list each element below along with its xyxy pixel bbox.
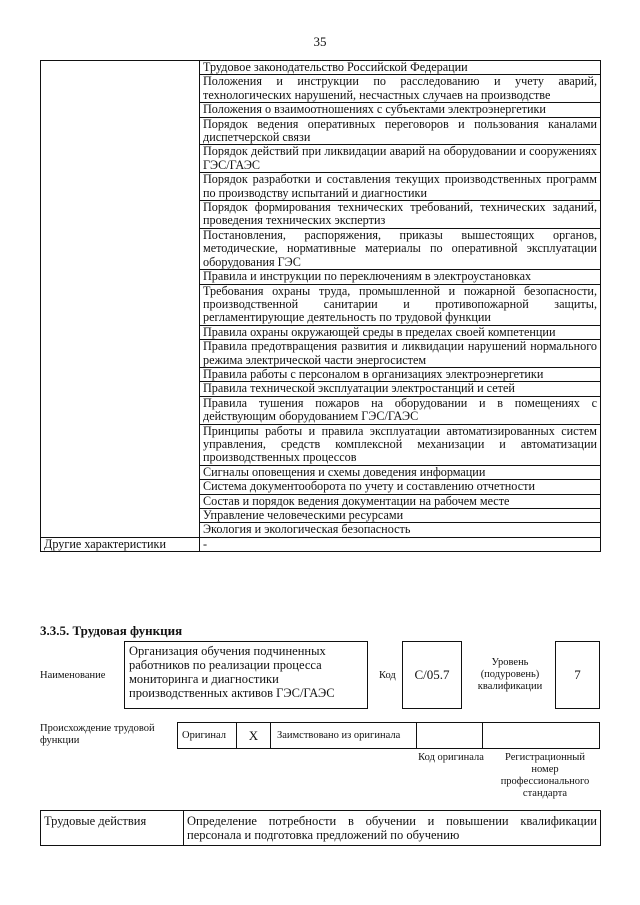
knowledge-label-cell	[41, 75, 200, 103]
table-row	[41, 523, 601, 537]
knowledge-label-cell	[41, 103, 200, 117]
knowledge-item: Управление человеческими ресурсами	[200, 509, 601, 523]
code-value: C/05.7	[414, 667, 450, 682]
knowledge-label-cell	[41, 173, 200, 201]
name-label: Наименование	[40, 670, 106, 681]
reg-caption: Регистрационный номер профессионального стандарта	[500, 752, 590, 799]
knowledge-item: Система документооборота по учету и составлению отчетности	[200, 480, 601, 494]
knowledge-item: Правила и инструкции по переключениям в электроустановках	[200, 270, 601, 284]
knowledge-label-cell	[41, 340, 200, 368]
original-label: Оригинал	[182, 730, 226, 741]
knowledge-item: Правила тушения пожаров на оборудовании и в помещениях с действующим оборудованием ГЭС/ГАЭС	[200, 396, 601, 424]
knowledge-label-cell	[41, 396, 200, 424]
knowledge-item: Принципы работы и правила эксплуатации автоматизированных систем управления, средств комплексной механизации и автоматизации производственных процессов	[200, 424, 601, 465]
knowledge-label-cell	[41, 201, 200, 229]
table-row	[41, 270, 601, 284]
function-name-box	[124, 641, 368, 709]
original-cell	[178, 723, 237, 748]
table-row	[41, 284, 601, 325]
knowledge-item: Сигналы оповещения и схемы доведения информации	[200, 465, 601, 479]
knowledge-item: Положения о взаимоотношениях с субъектами электроэнергетики	[200, 103, 601, 117]
knowledge-item: Экология и экологическая безопасность	[200, 523, 601, 537]
knowledge-item: Требования охраны труда, промышленной и пожарной безопасности, производственной санитарии и противопожарной защиты, регламентирующие деятельность по трудовой функции	[200, 284, 601, 325]
knowledge-label-cell	[41, 424, 200, 465]
code-box	[402, 641, 462, 709]
table-row	[41, 201, 601, 229]
table-row	[41, 228, 601, 269]
knowledge-item: Правила предотвращения развития и ликвидации нарушений нормального режима электрической части энергосистем	[200, 340, 601, 368]
knowledge-item: Порядок формирования технических требований, технических заданий, проведения технических экспертиз	[200, 201, 601, 229]
knowledge-label-cell	[41, 270, 200, 284]
actions-table	[40, 810, 601, 846]
table-row	[41, 480, 601, 494]
table-row	[41, 465, 601, 479]
table-row	[41, 382, 601, 396]
other-characteristics-value: -	[200, 537, 601, 551]
table-row	[41, 340, 601, 368]
borrowed-cell	[271, 723, 417, 748]
table-row	[41, 103, 601, 117]
origin-label: Происхождение трудовой функции	[40, 723, 155, 746]
knowledge-item: Состав и порядок ведения документации на рабочем месте	[200, 494, 601, 508]
table-row	[41, 325, 601, 339]
table-row	[41, 61, 601, 75]
other-characteristics-label: Другие характеристики	[41, 537, 200, 551]
knowledge-item: Правила охраны окружающей среды в пределах своей компетенции	[200, 325, 601, 339]
knowledge-label-cell	[41, 117, 200, 145]
code-label: Код	[379, 670, 396, 681]
actions-label: Трудовые действия	[41, 811, 184, 846]
knowledge-item: Трудовое законодательство Российской Федерации	[200, 61, 601, 75]
code-original-cell	[417, 723, 483, 748]
knowledge-label-cell	[41, 145, 200, 173]
reg-number-cell	[483, 723, 599, 748]
knowledge-label-cell	[41, 325, 200, 339]
knowledge-label-cell	[41, 228, 200, 269]
knowledge-item: Порядок ведения оперативных переговоров и пользования каналами диспетчерской связи	[200, 117, 601, 145]
knowledge-item: Положения и инструкции по расследованию и учету аварий, технологических нарушений, несчастных случаев на производстве	[200, 75, 601, 103]
knowledge-label-cell	[41, 61, 200, 75]
knowledge-item: Правила технической эксплуатации электростанций и сетей	[200, 382, 601, 396]
origin-row	[177, 722, 600, 749]
knowledge-item: Правила работы с персоналом в организациях электроэнергетики	[200, 367, 601, 381]
table-row	[41, 75, 601, 103]
knowledge-label-cell	[41, 480, 200, 494]
table-row	[41, 367, 601, 381]
table-row	[41, 811, 601, 846]
table-row	[41, 173, 601, 201]
table-row	[41, 424, 601, 465]
table-row	[41, 494, 601, 508]
level-box	[555, 641, 600, 709]
table-row	[41, 537, 601, 551]
section-title: 3.3.5. Трудовая функция	[40, 623, 183, 638]
table-row	[41, 396, 601, 424]
knowledge-label-cell	[41, 509, 200, 523]
borrowed-label: Заимствовано из оригинала	[277, 730, 401, 741]
knowledge-item: Порядок разработки и составления текущих производственных программ по производству испытаний и диагностики	[200, 173, 601, 201]
knowledge-table	[40, 60, 601, 552]
knowledge-item: Постановления, распоряжения, приказы вышестоящих органов, методические, нормативные материалы по оперативной эксплуатации оборудования ГЭС	[200, 228, 601, 269]
knowledge-label-cell	[41, 494, 200, 508]
level-label: Уровень (подуровень) квалификации	[477, 657, 543, 692]
code-caption: Код оригинала	[418, 752, 484, 763]
knowledge-label-cell	[41, 523, 200, 537]
page-number: 35	[313, 34, 327, 49]
knowledge-label-cell	[41, 367, 200, 381]
function-name: Организация обучения подчиненных работников по реализации процесса мониторинга и диагностики производственных активов ГЭС/ГАЭС	[129, 644, 335, 700]
knowledge-label-cell	[41, 284, 200, 325]
knowledge-label-cell	[41, 465, 200, 479]
table-row	[41, 117, 601, 145]
original-mark-cell	[237, 723, 271, 748]
table-row	[41, 145, 601, 173]
actions-first: Определение потребности в обучении и повышении квалификации персонала и подготовка предложений по обучению	[184, 811, 601, 846]
level-value: 7	[574, 667, 581, 682]
knowledge-label-cell	[41, 382, 200, 396]
knowledge-item: Порядок действий при ликвидации аварий на оборудовании и сооружениях ГЭС/ГАЭС	[200, 145, 601, 173]
table-row	[41, 509, 601, 523]
original-mark: X	[248, 727, 259, 743]
